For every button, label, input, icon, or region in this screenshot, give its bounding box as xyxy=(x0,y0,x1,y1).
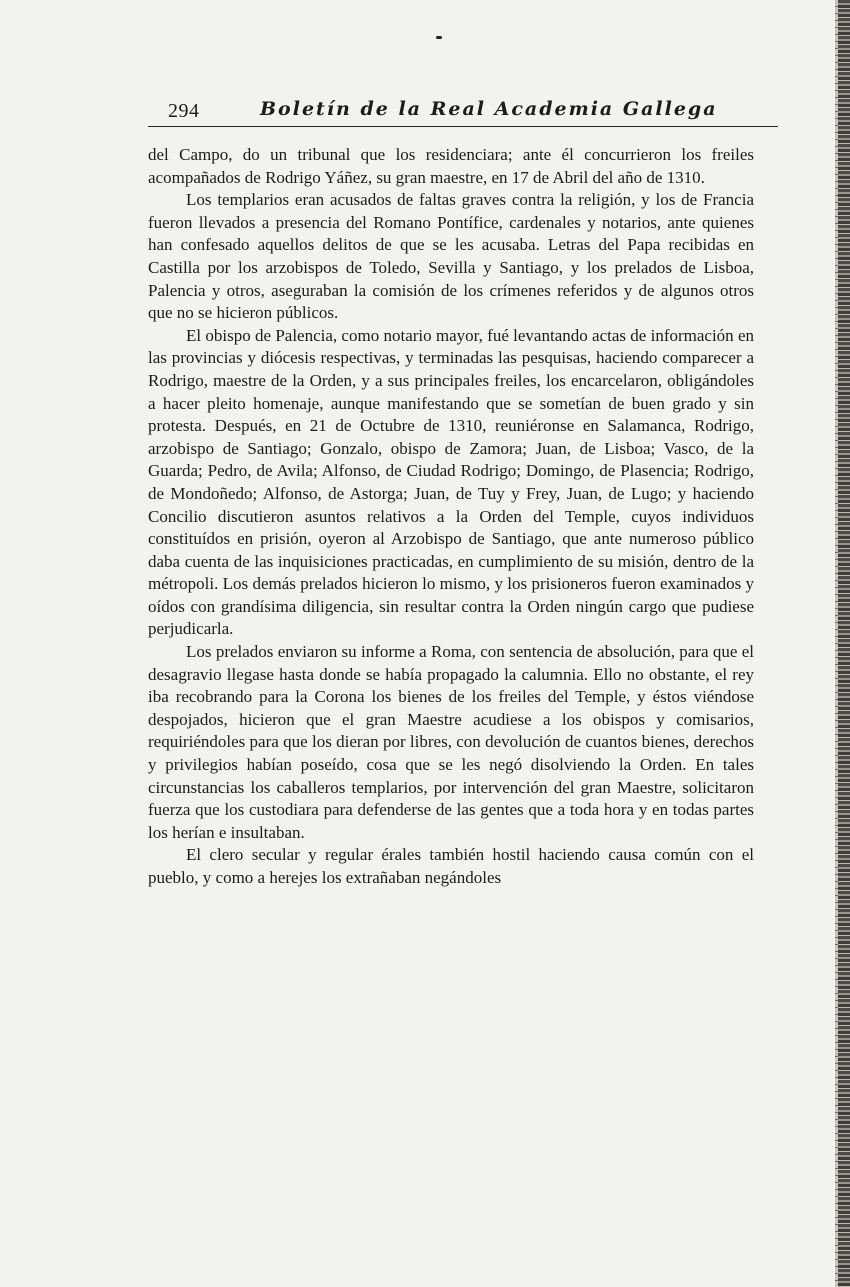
paragraph-3: El obispo de Palencia, como notario mayor, fué levantando actas de información en las provincias y diócesis respectivas, y terminadas las pesquisas, haciendo comparecer a Rodrigo, maestre de la Orden, y a sus principales freiles, los encarcelaron, obligándoles a hacer pleito homenaje, aunque manifestando que se sometían de buen grado y sin protesta. Después, en 21 de Octubre de 1310, reuniéronse en Salamanca, Rodrigo, arzobispo de Santiago; Gonzalo, obispo de Zamora; Juan, de Lisboa; Vasco, de la Guarda; Pedro, de Avila; Alfonso, de Ciudad Rodrigo; Domingo, de Plasencia; Rodrigo, de Mondoñedo; Alfonso, de Astorga; Juan, de Tuy y Frey, Juan, de Lugo; y haciendo Concilio discutieron asuntos relativos a la Orden del Temple, cuyos individuos constituídos en prisión, oyeron al Arzobispo de Santiago, que ante numeroso público daba cuenta de las inquisiciones practicadas, en cumplimiento de su misión, dentro de la métropoli. Los demás prelados hicieron lo mismo, y los prisioneros fueron examinados y oídos con grandísima diligencia, sin resultar contra la Orden ningún cargo que pudiese perjudicarla. xyxy=(148,325,754,639)
running-title: Boletín de la Real Academia Gallega xyxy=(260,98,718,120)
ink-speck xyxy=(436,36,442,39)
paragraph-2: Los templarios eran acusados de faltas graves contra la religión, y los de Francia fueron llevados a presencia del Romano Pontífice, cardenales y notarios, ante quienes han confesado aquellos delitos de que se les acusaba. Letras del Papa recibidas en Castilla por los arzobispos de Toledo, Sevilla y Santiago, y los prelados de Lisboa, Palencia y otros, aseguraban la comisión de los crímenes referidos y de algunos otros que no se hicieron públicos. xyxy=(148,190,754,323)
page-number: 294 xyxy=(168,100,200,122)
paragraph-1: del Campo, do un tribunal que los residenciara; ante él concurrieron los freiles acompañados de Rodrigo Yáñez, su gran maestre, en 17 de Abril del año de 1310. xyxy=(148,145,754,187)
page-header xyxy=(148,98,778,126)
page-edge xyxy=(838,0,850,1287)
header-rule xyxy=(148,126,778,127)
body-text xyxy=(148,144,754,890)
paragraph-5: El clero secular y regular érales también hostil haciendo causa común con el pueblo, y como a herejes los extrañaban negándoles xyxy=(148,845,754,887)
paragraph-4: Los prelados enviaron su informe a Roma, con sentencia de absolución, para que el desagravio llegase hasta donde se había propagado la calumnia. Ello no obstante, el rey iba recobrando para la Corona los bienes de los freiles del Temple, y éstos viéndose despojados, hicieron que el gran Maestre acudiese a los obispos y comisarios, requiriéndoles para que los dieran por libres, con devolución de cuantos bienes, derechos y privilegios habían poseído, cosa que se les negó disolviendo la Orden. En tales circunstancias los caballeros templarios, por intervención del gran Maestre, solicitaron fuerza que los custodiara para defenderse de las gentes que a toda hora y en todas partes los herían e insultaban. xyxy=(148,642,754,842)
